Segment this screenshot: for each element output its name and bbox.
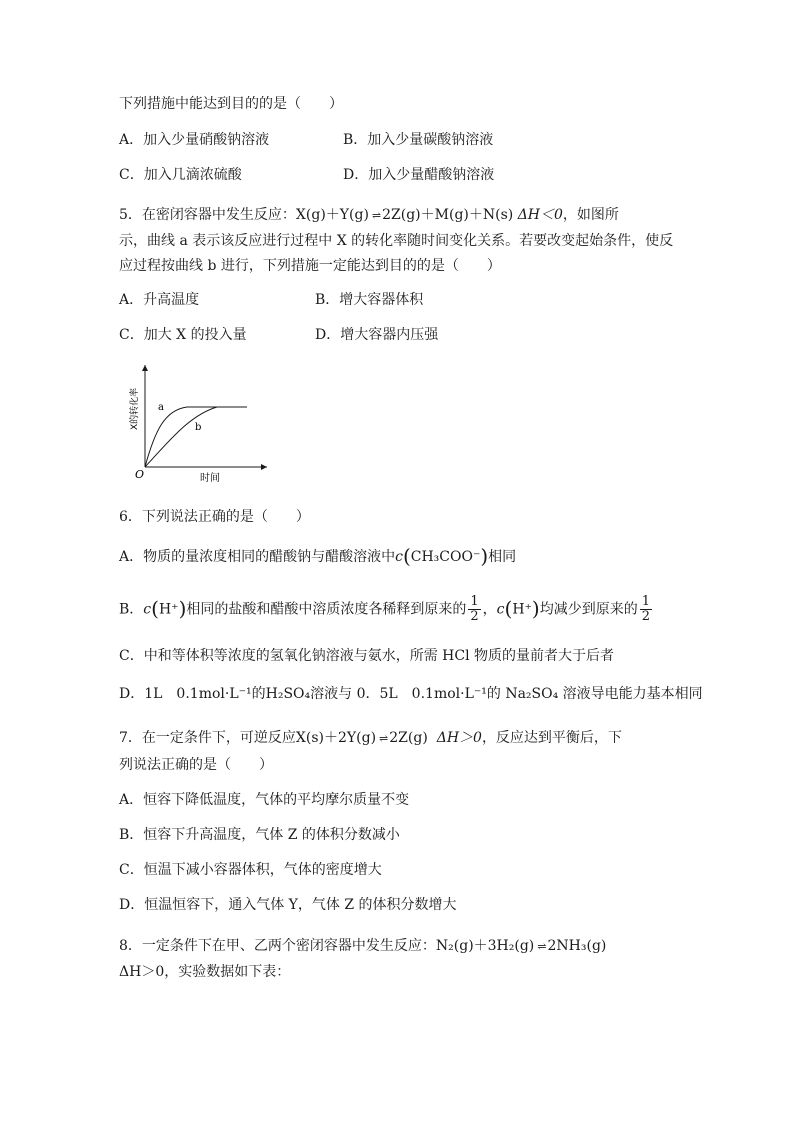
equilibrium-arrow-icon: ⇌: [379, 732, 387, 745]
q5-line3: 应过程按曲线 b 进行，下列措施一定能达到目的的是（ ）: [119, 258, 501, 274]
q6-option-b: B．c(H⁺)相同的盐酸和醋酸中溶质浓度各稀释到原来的 $\frac{1}{2}$ ，c(H⁺)均减少到原来的 $\frac{1}{2}$: [119, 594, 651, 624]
q7-intro: 7．在一定条件下，可逆反应: [119, 730, 296, 746]
q6-a-text: A．物质的量浓度相同的醋酸钠与醋酸溶液中: [119, 549, 396, 565]
q7-option-b: B．恒容下升高温度，气体 Z 的体积分数减小: [119, 827, 400, 843]
equilibrium-arrow-icon: ⇌: [537, 940, 545, 953]
q8-line2: ΔH＞0，实验数据如下表：: [119, 964, 291, 980]
q6-b-label: B．: [119, 601, 144, 618]
q6-option-a: A．物质的量浓度相同的醋酸钠与醋酸溶液中c(CH₃COO⁻)相同: [119, 544, 517, 568]
q6-a-c: c: [395, 549, 403, 565]
q7-option-c: C．恒温下减小容器体积，气体的密度增大: [119, 862, 382, 878]
q5-products: 2Z(g)＋M(g)＋N(s): [382, 207, 514, 223]
q7-line1: [119, 728, 622, 749]
q6-b-mid: 相同的盐酸和醋酸中溶质浓度各稀释到原来的: [186, 601, 467, 618]
curve-b-label: b: [195, 422, 202, 433]
curve-a: [145, 407, 247, 467]
q6-b-fraction-1: $\frac{1}{2}$: [470, 594, 479, 624]
q6-a-species: CH₃COO⁻: [410, 549, 481, 565]
q6-a-tail: 相同: [488, 549, 517, 565]
q7-intro-tail: ，反应达到平衡后，下: [481, 730, 622, 746]
q6-b-h2: H⁺: [512, 601, 532, 618]
q6-b-c1: c: [143, 601, 152, 618]
q6-option-c: C．中和等体积等浓度的氢氧化钠溶液与氨水，所需 HCl 物质的量前者大于后者: [119, 648, 615, 664]
q4-option-c: C．加入几滴浓硫酸: [119, 167, 242, 183]
q7-enthalpy: ΔH＞0: [436, 730, 482, 746]
q6-b-fraction-2: $\frac{1}{2}$: [641, 594, 651, 624]
y-axis-label: X的转化率: [130, 387, 140, 430]
q5-option-d: D．增大容器内压强: [315, 327, 439, 343]
q8-line1: [119, 936, 606, 957]
q7-reactants: X(s)＋2Y(g): [295, 730, 377, 746]
q5-option-b: B．增大容器体积: [315, 292, 424, 308]
q6-b-comma: ，: [482, 601, 497, 618]
q6-b-tail: 均减少到原来的: [539, 601, 638, 618]
q5-enthalpy: ΔH＜0: [517, 207, 563, 223]
q5-intro: 5．在密闭容器中发生反应：: [119, 207, 296, 223]
q8-intro: 8．一定条件下在甲、乙两个密闭容器中发生反应：: [119, 938, 436, 954]
q5-option-c: C．加大 X 的投入量: [119, 327, 247, 343]
q7-line2: 列说法正确的是（ ）: [119, 757, 273, 773]
q5-line1: [119, 205, 619, 226]
q7-products: 2Z(g): [389, 730, 428, 746]
curve-a-label: a: [158, 402, 164, 413]
curve-b: [145, 407, 247, 467]
origin-label: O: [135, 468, 145, 481]
x-axis-label: 时间: [200, 473, 220, 484]
q4-option-a: A．加入少量硝酸钠溶液: [119, 132, 270, 148]
q4-stem: 下列措施中能达到目的的是（ ）: [119, 96, 343, 112]
q7-option-d: D．恒温恒容下，通入气体 Y，气体 Z 的体积分数增大: [119, 897, 457, 913]
q5-line2: 示，曲线 a 表示该反应进行过程中 X 的转化率随时间变化关系。若要改变起始条件，使反: [119, 233, 674, 249]
q7-option-a: A．恒容下降低温度，气体的平均摩尔质量不变: [119, 792, 410, 808]
conversion-time-graph: [125, 360, 275, 485]
equilibrium-arrow-icon: ⇌: [371, 209, 380, 222]
q4-option-d: D．加入少量醋酸钠溶液: [343, 167, 495, 183]
q5-intro-tail: ，如图所: [562, 207, 619, 223]
q6-stem: 6．下列说法正确的是（ ）: [119, 509, 310, 525]
q6-b-h1: H⁺: [158, 601, 179, 618]
q8-reactants: N₂(g)＋3H₂(g): [435, 938, 535, 954]
q4-option-b: B．加入少量碳酸钠溶液: [343, 132, 494, 148]
q6-b-c2: c: [496, 601, 505, 618]
q5-option-a: A．升高温度: [119, 292, 200, 308]
q8-products: 2NH₃(g): [547, 938, 607, 954]
q5-reactants: X(g)＋Y(g): [295, 207, 369, 223]
q6-option-d: D．1L 0.1mol·L⁻¹的H₂SO₄溶液与 0．5L 0.1mol·L⁻¹的 Na₂SO₄ 溶液导电能力基本相同: [119, 686, 703, 702]
